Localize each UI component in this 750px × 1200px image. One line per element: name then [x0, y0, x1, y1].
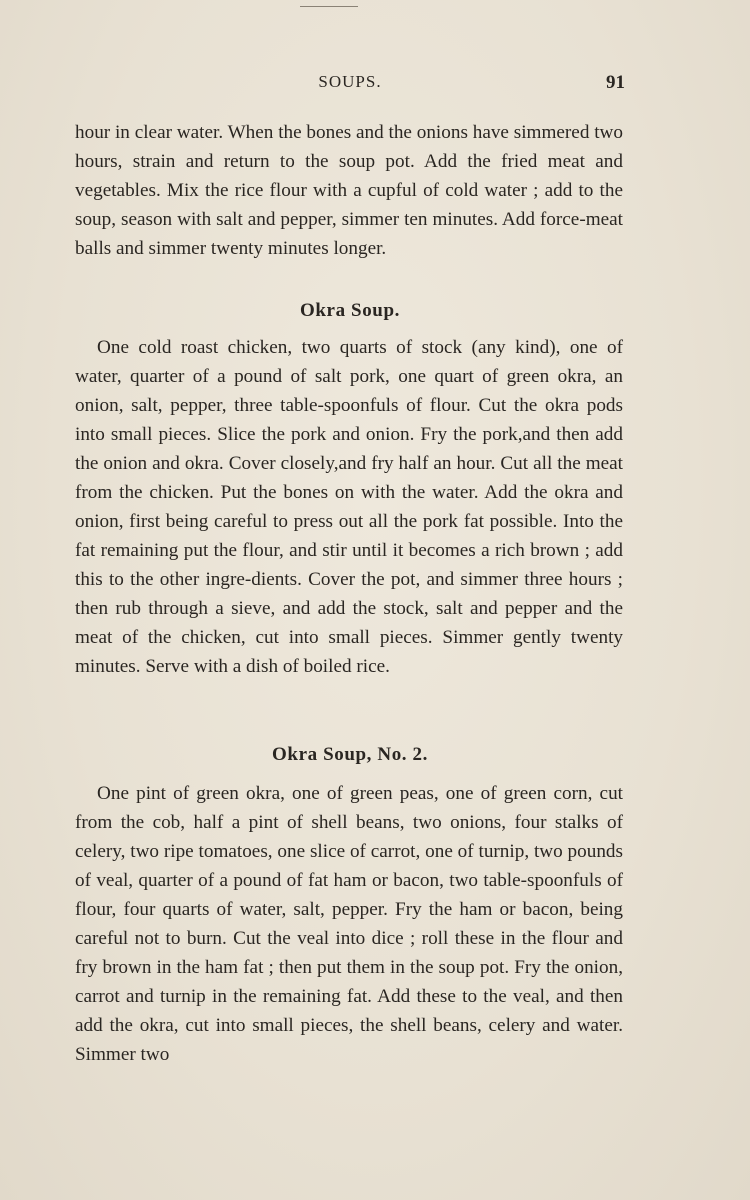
continued-paragraph: hour in clear water. When the bones and the onions have simmered two hours, strain and return to the soup pot. Add the fried meat and vegetables. Mix the rice flour with a cupful of cold water ; add to the soup, season with salt and pepper, simmer ten minutes. Add force-meat balls and simmer twenty minutes longer.: [75, 122, 623, 259]
recipe-title-okra-soup: Okra Soup.: [300, 300, 400, 321]
page-number: 91: [606, 72, 625, 93]
recipe-body-okra-soup-no-2: One pint of green okra, one of green peas, one of green corn, cut from the cob, half a pint of shell beans, two onions, four stalks of celery, two ripe tomatoes, one slice of carrot, one of turnip, two pounds of veal, quarter of a pound of fat ham or bacon, two table-spoonfuls of flour, four quarts of water, salt, pepper. Fry the ham or bacon, being careful not to burn. Cut the veal into dice ; roll these in the flour and fry brown in the ham fat ; then put them in the soup pot. Fry the onion, carrot and turnip in the remaining fat. Add these to the veal, and then add the okra, cut into small pieces, the shell beans, celery and water. Simmer two: [75, 783, 623, 1065]
recipe-body-okra-soup: One cold roast chicken, two quarts of stock (any kind), one of water, quarter of a pound of salt pork, one quart of green okra, an onion, salt, pepper, three table-spoonfuls of flour. Cut the okra pods into small pieces. Slice the pork and onion. Fry the pork,and then add the onion and okra. Cover closely,and fry half an hour. Cut all the meat from the chicken. Put the bones on with the water. Add the okra and onion, first being careful to press out all the pork fat possible. Into the fat remaining put the flour, and stir until it becomes a rich brown ; add this to the other ingre-dients. Cover the pot, and simmer three hours ; then rub through a sieve, and add the stock, salt and pepper and the meat of the chicken, cut into small pieces. Simmer gently twenty minutes. Serve with a dish of boiled rice.: [75, 337, 623, 677]
recipe-title-okra-soup-no-2: Okra Soup, No. 2.: [272, 744, 428, 765]
page-edge-mark: [300, 6, 358, 7]
running-head: SOUPS.: [318, 72, 382, 91]
page-header: [75, 72, 625, 100]
